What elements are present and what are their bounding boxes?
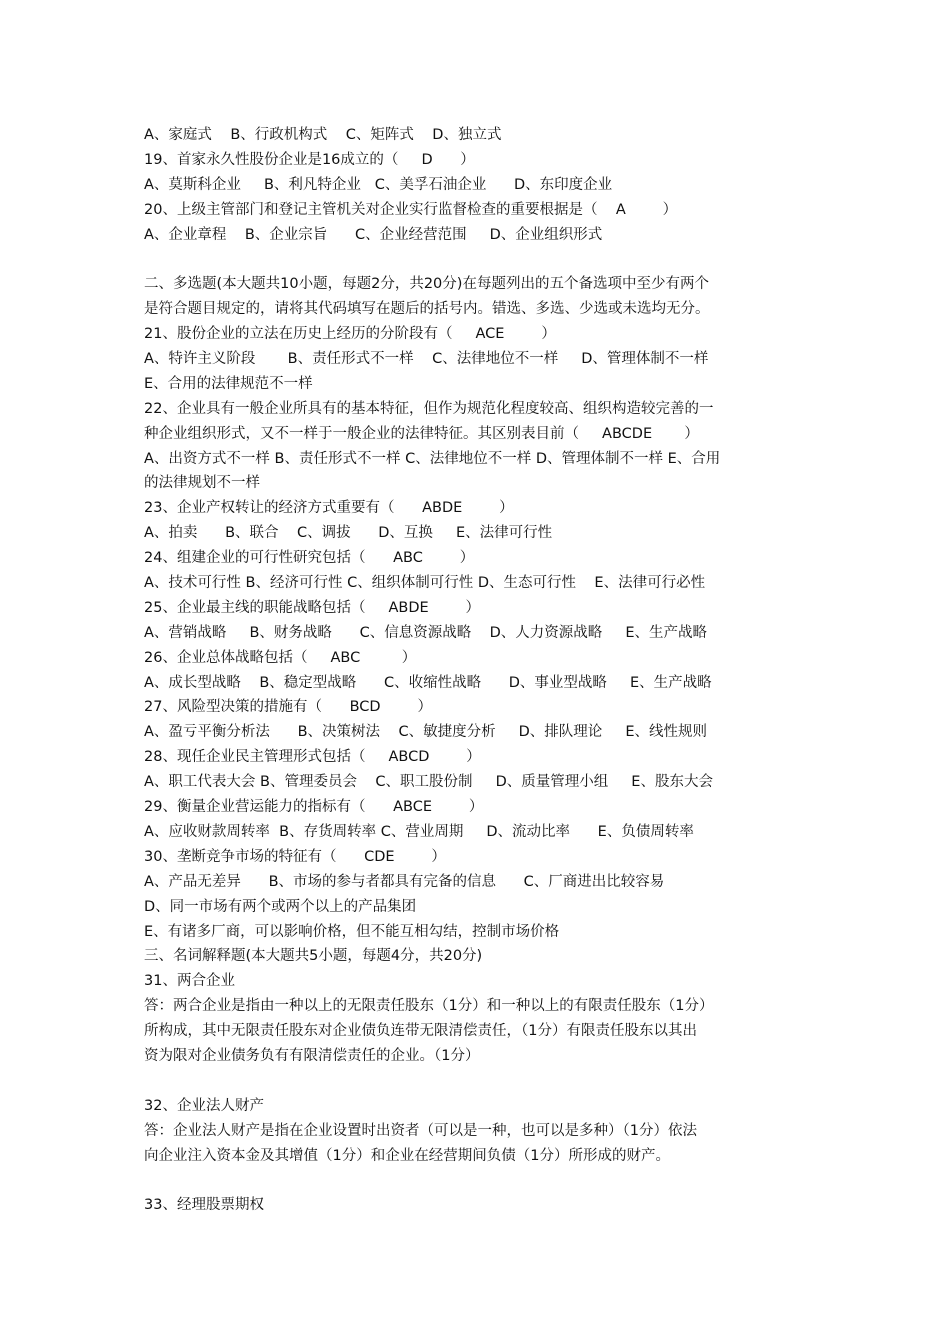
text-line: 22、企业具有一般企业所具有的基本特征，但作为规范化程度较高、组织构造较完善的一 <box>144 400 714 417</box>
text-line: 28、现任企业民主管理形式包括（ ABCD ） <box>144 749 481 766</box>
text-line: 31、两合企业 <box>144 973 235 990</box>
text-line: A、应收财款周转率 B、存货周转率 C、营业周期 D、流动比率 E、负债周转率 <box>144 823 694 840</box>
text-line: A、成长型战略 B、稳定型战略 C、收缩性战略 D、事业型战略 E、生产战略 <box>144 674 712 691</box>
text-line: 25、企业最主线的职能战略包括（ ABDE ） <box>144 599 481 616</box>
text-line: 27、风险型决策的措施有（ BCD ） <box>144 699 432 716</box>
text-line: 20、上级主管部门和登记主管机关对企业实行监督检查的重要根据是（ A ） <box>144 201 678 218</box>
blank-line <box>144 247 810 272</box>
text-line: 33、经理股票期权 <box>144 1197 264 1214</box>
text-line: E、合用的法律规范不一样 <box>144 375 313 392</box>
text-line: 29、衡量企业营运能力的指标有（ ABCE ） <box>144 799 484 816</box>
blank-line <box>144 1069 810 1094</box>
text-line: A、盈亏平衡分析法 B、决策树法 C、敏捷度分析 D、排队理论 E、线性规则 <box>144 724 707 741</box>
text-line: A、拍卖 B、联合 C、调拔 D、互换 E、法律可行性 <box>144 525 553 542</box>
text-line: 30、垄断竞争市场的特征有（ CDE ） <box>144 848 446 865</box>
text-line: 23、企业产权转让的经济方式重要有（ ABDE ） <box>144 500 514 517</box>
text-line: 种企业组织形式，又不一样于一般企业的法律特征。其区别表目前（ ABCDE ） <box>144 425 699 442</box>
text-line: 的法律规划不一样 <box>144 475 260 492</box>
text-line: A、产品无差异 B、市场的参与者都具有完备的信息 C、厂商进出比较容易 <box>144 873 665 890</box>
text-line: A、营销战略 B、财务战略 C、信息资源战略 D、人力资源战略 E、生产战略 <box>144 624 707 641</box>
text-line: 答：两合企业是指由一种以上的无限责任股东（1分）和一种以上的有限责任股东（1分） <box>144 998 714 1015</box>
text-line: 所构成，其中无限责任股东对企业债负连带无限清偿责任，（1分）有限责任股东以其出 <box>144 1023 697 1040</box>
text-line: 答：企业法人财产是指在企业设置时出资者（可以是一种，也可以是多种）（1分）依法 <box>144 1122 697 1139</box>
text-line: D、同一市场有两个或两个以上的产品集团 <box>144 898 417 915</box>
text-line: A、家庭式 B、行政机构式 C、矩阵式 D、独立式 <box>144 127 502 143</box>
text-line: 24、组建企业的可行性研究包括（ ABC ） <box>144 550 475 567</box>
text-line: A、特许主义阶段 B、责任形式不一样 C、法律地位不一样 D、管理体制不一样 <box>144 351 709 368</box>
text-line: A、企业章程 B、企业宗旨 C、企业经营范围 D、企业组织形式 <box>144 226 603 243</box>
text-line: 是符合题目规定的，请将其代码填写在题后的括号内。错选、多选、少选或未选均无分。 <box>144 301 710 318</box>
text-line: 21、股份企业的立法在历史上经历的分阶段有（ ACE ） <box>144 326 556 343</box>
text-line: A、出资方式不一样 B、责任形式不一样 C、法律地位不一样 D、管理体制不一样 E、合用 <box>144 450 721 467</box>
text-line: 向企业注入资本金及其增值（1分）和企业在经营期间负债（1分）所形成的财产。 <box>144 1147 670 1164</box>
text-line: 19、首家永久性股份企业是16成立的（ D ） <box>144 151 475 168</box>
text-line: 二、多选题(本大题共10小题，每题2分，共20分)在每题列出的五个备选项中至少有两个 <box>144 276 709 293</box>
text-line: 26、企业总体战略包括（ ABC ） <box>144 649 417 666</box>
text-line: A、职工代表大会 B、管理委员会 C、职工股份制 D、质量管理小组 E、股东大会 <box>144 774 713 791</box>
text-line: 三、名词解释题(本大题共5小题，每题4分，共20分) <box>144 948 483 965</box>
text-line: A、技术可行性 B、经济可行性 C、组织体制可行性 D、生态可行性 E、法律可行必性 <box>144 575 706 592</box>
blank-line <box>144 1168 810 1193</box>
text-line: 32、企业法人财产 <box>144 1097 264 1114</box>
text-line: 资为限对企业债务负有有限清偿责任的企业。（1分） <box>144 1047 480 1064</box>
text-line: A、莫斯科企业 B、利凡特企业 C、美孚石油企业 D、东印度企业 <box>144 176 613 193</box>
text-line: E、有诸多厂商，可以影响价格，但不能互相勾结，控制市场价格 <box>144 923 560 940</box>
